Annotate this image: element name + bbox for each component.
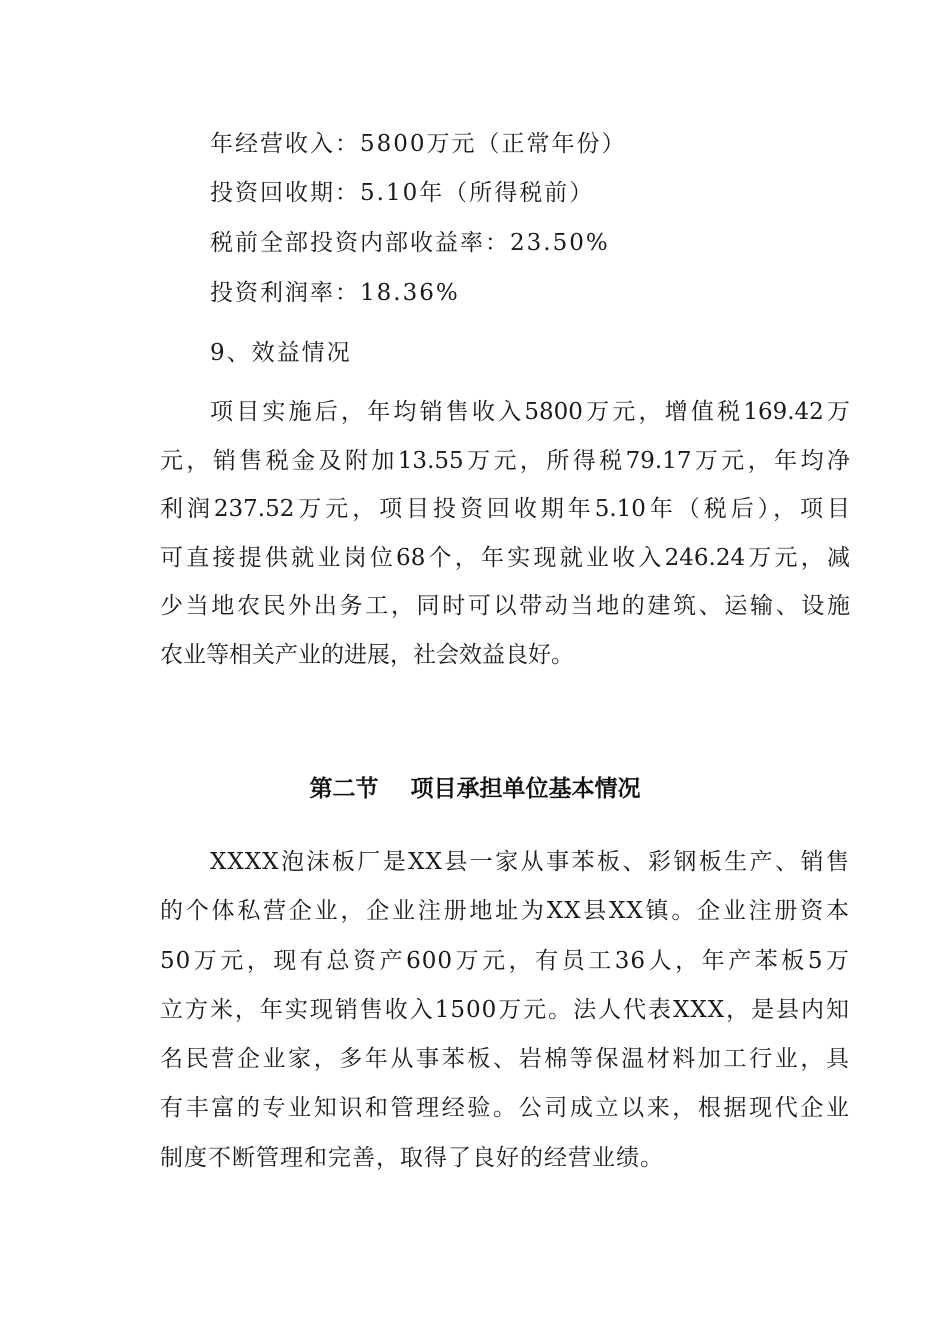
benefits-line: 可直接提供就业岗位68个，年实现就业收入246.24万元，减 — [160, 544, 850, 571]
company-line: 有丰富的专业知识和管理经验。公司成立以来，根据现代企业 — [160, 1095, 850, 1122]
payback-period-line: 投资回收期：5.10年（所得税前） — [210, 180, 595, 206]
benefits-paragraph — [160, 397, 850, 688]
benefits-line: 项目实施后，年均销售收入5800万元，增值税169.42万 — [210, 399, 850, 425]
company-line: XXXX泡沫板厂是XX县一家从事苯板、彩钢板生产、销售 — [210, 849, 850, 875]
company-paragraph — [160, 847, 850, 1192]
company-line: 50万元，现有总资产600万元，有员工36人，年产苯板5万 — [160, 947, 850, 974]
irr-line: 税前全部投资内部收益率：23.50% — [210, 230, 610, 256]
company-line: 制度不断管理和完善，取得了良好的经营业绩。 — [160, 1144, 664, 1171]
benefits-line: 农业等相关产业的进展，社会效益良好。 — [160, 641, 574, 668]
benefits-line: 利润237.52万元，项目投资回收期年5.10年（税后），项目 — [160, 496, 850, 522]
company-line: 的个体私营企业，企业注册地址为XX县XX镇。企业注册资本 — [160, 898, 850, 925]
company-line: 立方米，年实现销售收入1500万元。法人代表XXX，是县内知 — [160, 996, 850, 1023]
benefits-line: 元，销售税金及附加13.55万元，所得税79.17万元，年均净 — [160, 447, 850, 474]
roi-line: 投资利润率：18.36% — [210, 280, 460, 306]
section-9-title: 9、效益情况 — [210, 340, 352, 366]
company-line: 名民营企业家，多年从事苯板、岩棉等保温材料加工行业，具 — [160, 1046, 850, 1073]
section-heading: 第二节 项目承担单位基本情况 — [309, 776, 641, 802]
annual-revenue-line: 年经营收入：5800万元（正常年份） — [210, 131, 627, 157]
benefits-line: 少当地农民外出务工，同时可以带动当地的建筑、运输、设施 — [160, 593, 850, 619]
